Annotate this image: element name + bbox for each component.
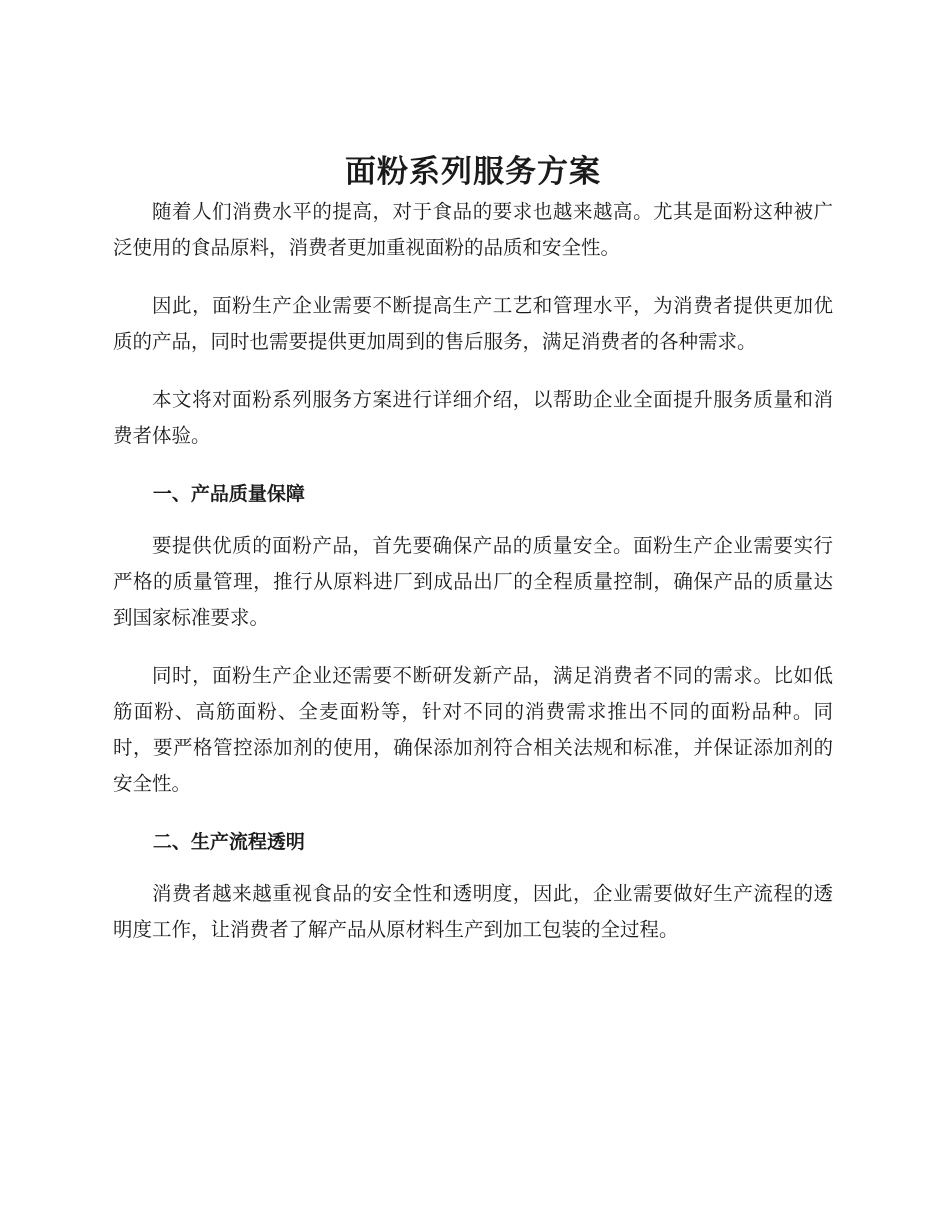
paragraph-new-products: 同时，面粉生产企业还需要不断研发新产品，满足消费者不同的需求。比如低筋面粉、高筋面粉、全麦面粉等，针对不同的消费需求推出不同的面粉品种。同时，要严格管控添加剂的使用，确保添加剂符合相关法规和标准，并保证添加剂的安全性。 — [113, 664, 833, 795]
document-content — [113, 150, 833, 970]
document-title: 面粉系列服务方案 — [345, 154, 601, 190]
paragraph-quality-control: 要提供优质的面粉产品，首先要确保产品的质量安全。面粉生产企业需要实行严格的质量管理，推行从原料进厂到成品出厂的全程质量控制，确保产品的质量达到国家标准要求。 — [113, 534, 833, 629]
paragraph-therefore: 因此，面粉生产企业需要不断提高生产工艺和管理水平，为消费者提供更加优质的产品，同时也需要提供更加周到的售后服务，满足消费者的各种需求。 — [113, 294, 833, 353]
paragraph-purpose: 本文将对面粉系列服务方案进行详细介绍，以帮助企业全面提升服务质量和消费者体验。 — [113, 388, 833, 447]
paragraph-intro: 随着人们消费水平的提高，对于食品的要求也越来越高。尤其是面粉这种被广泛使用的食品原料，消费者更加重视面粉的品质和安全性。 — [113, 200, 833, 259]
paragraph-transparency: 消费者越来越重视食品的安全性和透明度，因此，企业需要做好生产流程的透明度工作，让消费者了解产品从原材料生产到加工包装的全过程。 — [113, 882, 833, 941]
section-heading-quality: 一、产品质量保障 — [152, 483, 305, 505]
section-heading-transparency: 二、生产流程透明 — [152, 831, 305, 853]
